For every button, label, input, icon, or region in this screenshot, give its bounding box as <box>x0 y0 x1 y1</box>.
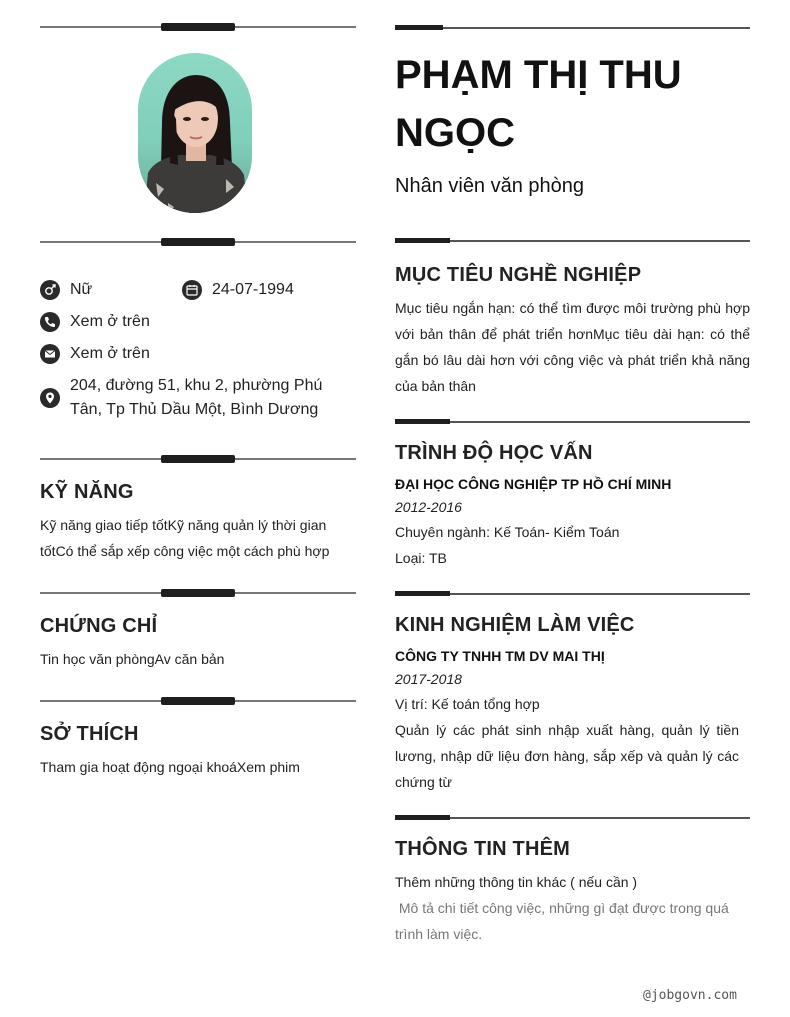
divider-top-right <box>395 27 750 29</box>
certificates-heading: CHỨNG CHỈ <box>40 615 158 637</box>
candidate-name: PHẠM THỊ THU NGỌC <box>395 53 682 155</box>
gender-icon <box>40 280 60 300</box>
experience-heading: KINH NGHIỆM LÀM VIỆC <box>395 614 635 636</box>
email-text: Xem ở trên <box>70 345 150 362</box>
experience-description: Quản lý các phát sinh nhập xuất hàng, quản lý tiền lương, nhập dữ liệu đơn hàng, sắp xếp và quản lý các chứng từ <box>395 722 739 790</box>
location-pin-icon <box>40 388 60 408</box>
education-heading: TRÌNH ĐỘ HỌC VẤN <box>395 442 593 464</box>
divider-before-experience <box>395 593 750 595</box>
education-major: Chuyên ngành: Kế Toán- Kiểm Toán <box>395 524 620 540</box>
experience-period: 2017-2018 <box>395 671 462 687</box>
phone-text: Xem ở trên <box>70 313 150 330</box>
hobbies-heading: SỞ THÍCH <box>40 723 139 745</box>
hobbies-text: Tham gia hoạt động ngoại khoáXem phim <box>40 759 300 775</box>
divider-before-hobbies <box>40 700 356 702</box>
divider-before-education <box>395 421 750 423</box>
divider-after-photo <box>40 241 356 243</box>
divider-before-skills <box>40 458 356 460</box>
skills-heading: KỸ NĂNG <box>40 481 134 503</box>
divider-before-objective <box>395 240 750 242</box>
education-school: ĐẠI HỌC CÔNG NGHIỆP TP HỒ CHÍ MINH <box>395 476 672 492</box>
divider-before-additional <box>395 817 750 819</box>
gender-row <box>40 278 92 302</box>
address-row <box>40 374 356 422</box>
birthdate-text: 24-07-1994 <box>212 281 294 298</box>
additional-heading: THÔNG TIN THÊM <box>395 838 571 860</box>
certificates-text: Tin học văn phòngAv căn bản <box>40 651 225 667</box>
phone-row <box>40 310 150 334</box>
experience-company: CÔNG TY TNHH TM DV MAI THỊ <box>395 648 605 664</box>
objective-text: Mục tiêu ngắn hạn: có thể tìm được môi trường phù hợp với bản thân để phát triển hơnMục tiêu dài hạn: có thể gắn bó lâu dài hơn với công việc và phát triển khả năng của bản thân <box>395 300 750 394</box>
divider-before-certificates <box>40 592 356 594</box>
calendar-icon <box>182 280 202 300</box>
skills-text: Kỹ năng giao tiếp tốtKỹ năng quản lý thời gian tốtCó thể sắp xếp công việc một cách phù hợp <box>40 517 330 559</box>
gender-text: Nữ <box>70 281 93 298</box>
footer-watermark: @jobgovn.com <box>643 988 737 1003</box>
education-grade: Loại: TB <box>395 550 447 566</box>
experience-position: Vị trí: Kế toán tổng hợp <box>395 696 540 712</box>
objective-heading: MỤC TIÊU NGHỀ NGHIỆP <box>395 264 642 286</box>
additional-line2: Mô tả chi tiết công việc, những gì đạt được trong quá trình làm việc. <box>395 900 733 942</box>
education-period: 2012-2016 <box>395 499 462 515</box>
email-row <box>40 342 150 366</box>
phone-icon <box>40 312 60 332</box>
mail-icon <box>40 344 60 364</box>
job-title: Nhân viên văn phòng <box>395 175 585 197</box>
divider-top-left <box>40 26 356 28</box>
address-text: 204, đường 51, khu 2, phường Phú Tân, Tp Thủ Dầu Một, Bình Dương <box>70 377 323 418</box>
profile-photo <box>138 53 252 213</box>
additional-line1: Thêm những thông tin khác ( nếu cần ) <box>395 874 638 890</box>
birthdate-row <box>182 278 294 302</box>
